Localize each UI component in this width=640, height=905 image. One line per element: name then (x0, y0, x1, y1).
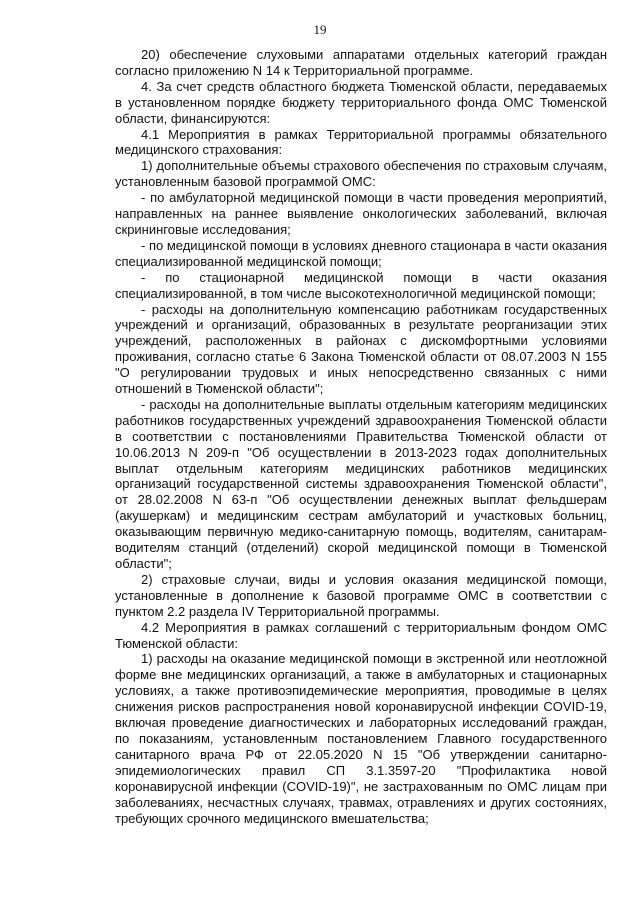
paragraph-4-regional-budget: 4. За счет средств областного бюджета Тюменской области, передаваемых в установленном порядке бюджету территориального фонда ОМС Тюменской области, финансируются: (115, 78, 607, 126)
paragraph-4-2-agreements: 4.2 Мероприятия в рамках соглашений с территориальным фондом ОМС Тюменской области: (115, 619, 607, 651)
list-item-day-hospital: - по медицинской помощи в условиях дневного стационара в части оказания специализированной медицинской помощи; (115, 237, 607, 269)
list-item-inpatient-care: - по стационарной медицинской помощи в части оказания специализированной, в том числе высокотехнологичной медицинской помощи; (115, 269, 607, 301)
paragraph-4-2-1-emergency-care: 1) расходы на оказание медицинской помощи в экстренной или неотложной форме вне медицинских организаций, а также в амбулаторных и стационарных условиях, а также противоэпидемические мероприятия, проводимые в целях снижения рисков распространения новой коронавирусной инфекции COVID-19, включая проведение диагностических и лабораторных исследований граждан, по показаниям, установленным постановлением Главного государственного санитарного врача РФ от 22.05.2020 N 15 "Об утверждении санитарно-эпидемиологических правил СП 3.1.3597-20 "Профилактика новой коронавирусной инфекции (COVID-19)", не застрахованным по ОМС лицам при заболеваниях, несчастных случаях, травмах, отравлениях и других состояниях, требующих срочного медицинского вмешательства; (115, 651, 607, 826)
document-body (115, 47, 607, 826)
list-item-additional-payments: - расходы на дополнительные выплаты отдельным категориям медицинских работников государственных учреждений здравоохранения Тюменской области в соответствии с постановлениями Правительства Тюменской области от 10.06.2013 N 209-п "Об осуществлении в 2013-2023 годах дополнительных выплат отдельным категориям медицинских работников медицинских организаций государственной системы здравоохранения Тюменской области", от 28.02.2008 N 63-п "Об осуществлении денежных выплат фельдшерам (акушеркам) и медицинским сестрам амбулаторий и участковых больниц, оказывающим первичную медико-санитарную помощь, водителям, санитарам-водителям станций (отделений) скорой медицинской помощи в Тюменской области"; (115, 396, 607, 571)
page-number: 19 (313, 22, 327, 37)
paragraph-4-1-2-insured-events: 2) страховые случаи, виды и условия оказания медицинской помощи, установленные в дополнение к базовой программе ОМС в соответствии с пунктом 2.2 раздела IV Территориальной программы. (115, 571, 607, 619)
list-item-compensation: - расходы на дополнительную компенсацию работникам государственных учреждений и организаций, образованных в результате реорганизации этих учреждений, расположенных в районах с дискомфортными условиями проживания, согласно статье 6 Закона Тюменской области от 08.07.2003 N 155 "О регулировании трудовых и иных непосредственно связанных с ними отношений в Тюменской области"; (115, 301, 607, 397)
paragraph-20-hearing-aids: 20) обеспечение слуховыми аппаратами отдельных категорий граждан согласно приложению N 14 к Территориальной программе. (115, 47, 607, 78)
paragraph-4-1-1-additional-volumes: 1) дополнительные объемы страхового обеспечения по страховым случаям, установленным базовой программой ОМС: (115, 158, 607, 190)
paragraph-4-1-territorial-program: 4.1 Мероприятия в рамках Территориальной программы обязательного медицинского страхования: (115, 126, 607, 158)
list-item-outpatient-care: - по амбулаторной медицинской помощи в части проведения мероприятий, направленных на раннее выявление онкологических заболеваний, включая скрининговые исследования; (115, 190, 607, 237)
